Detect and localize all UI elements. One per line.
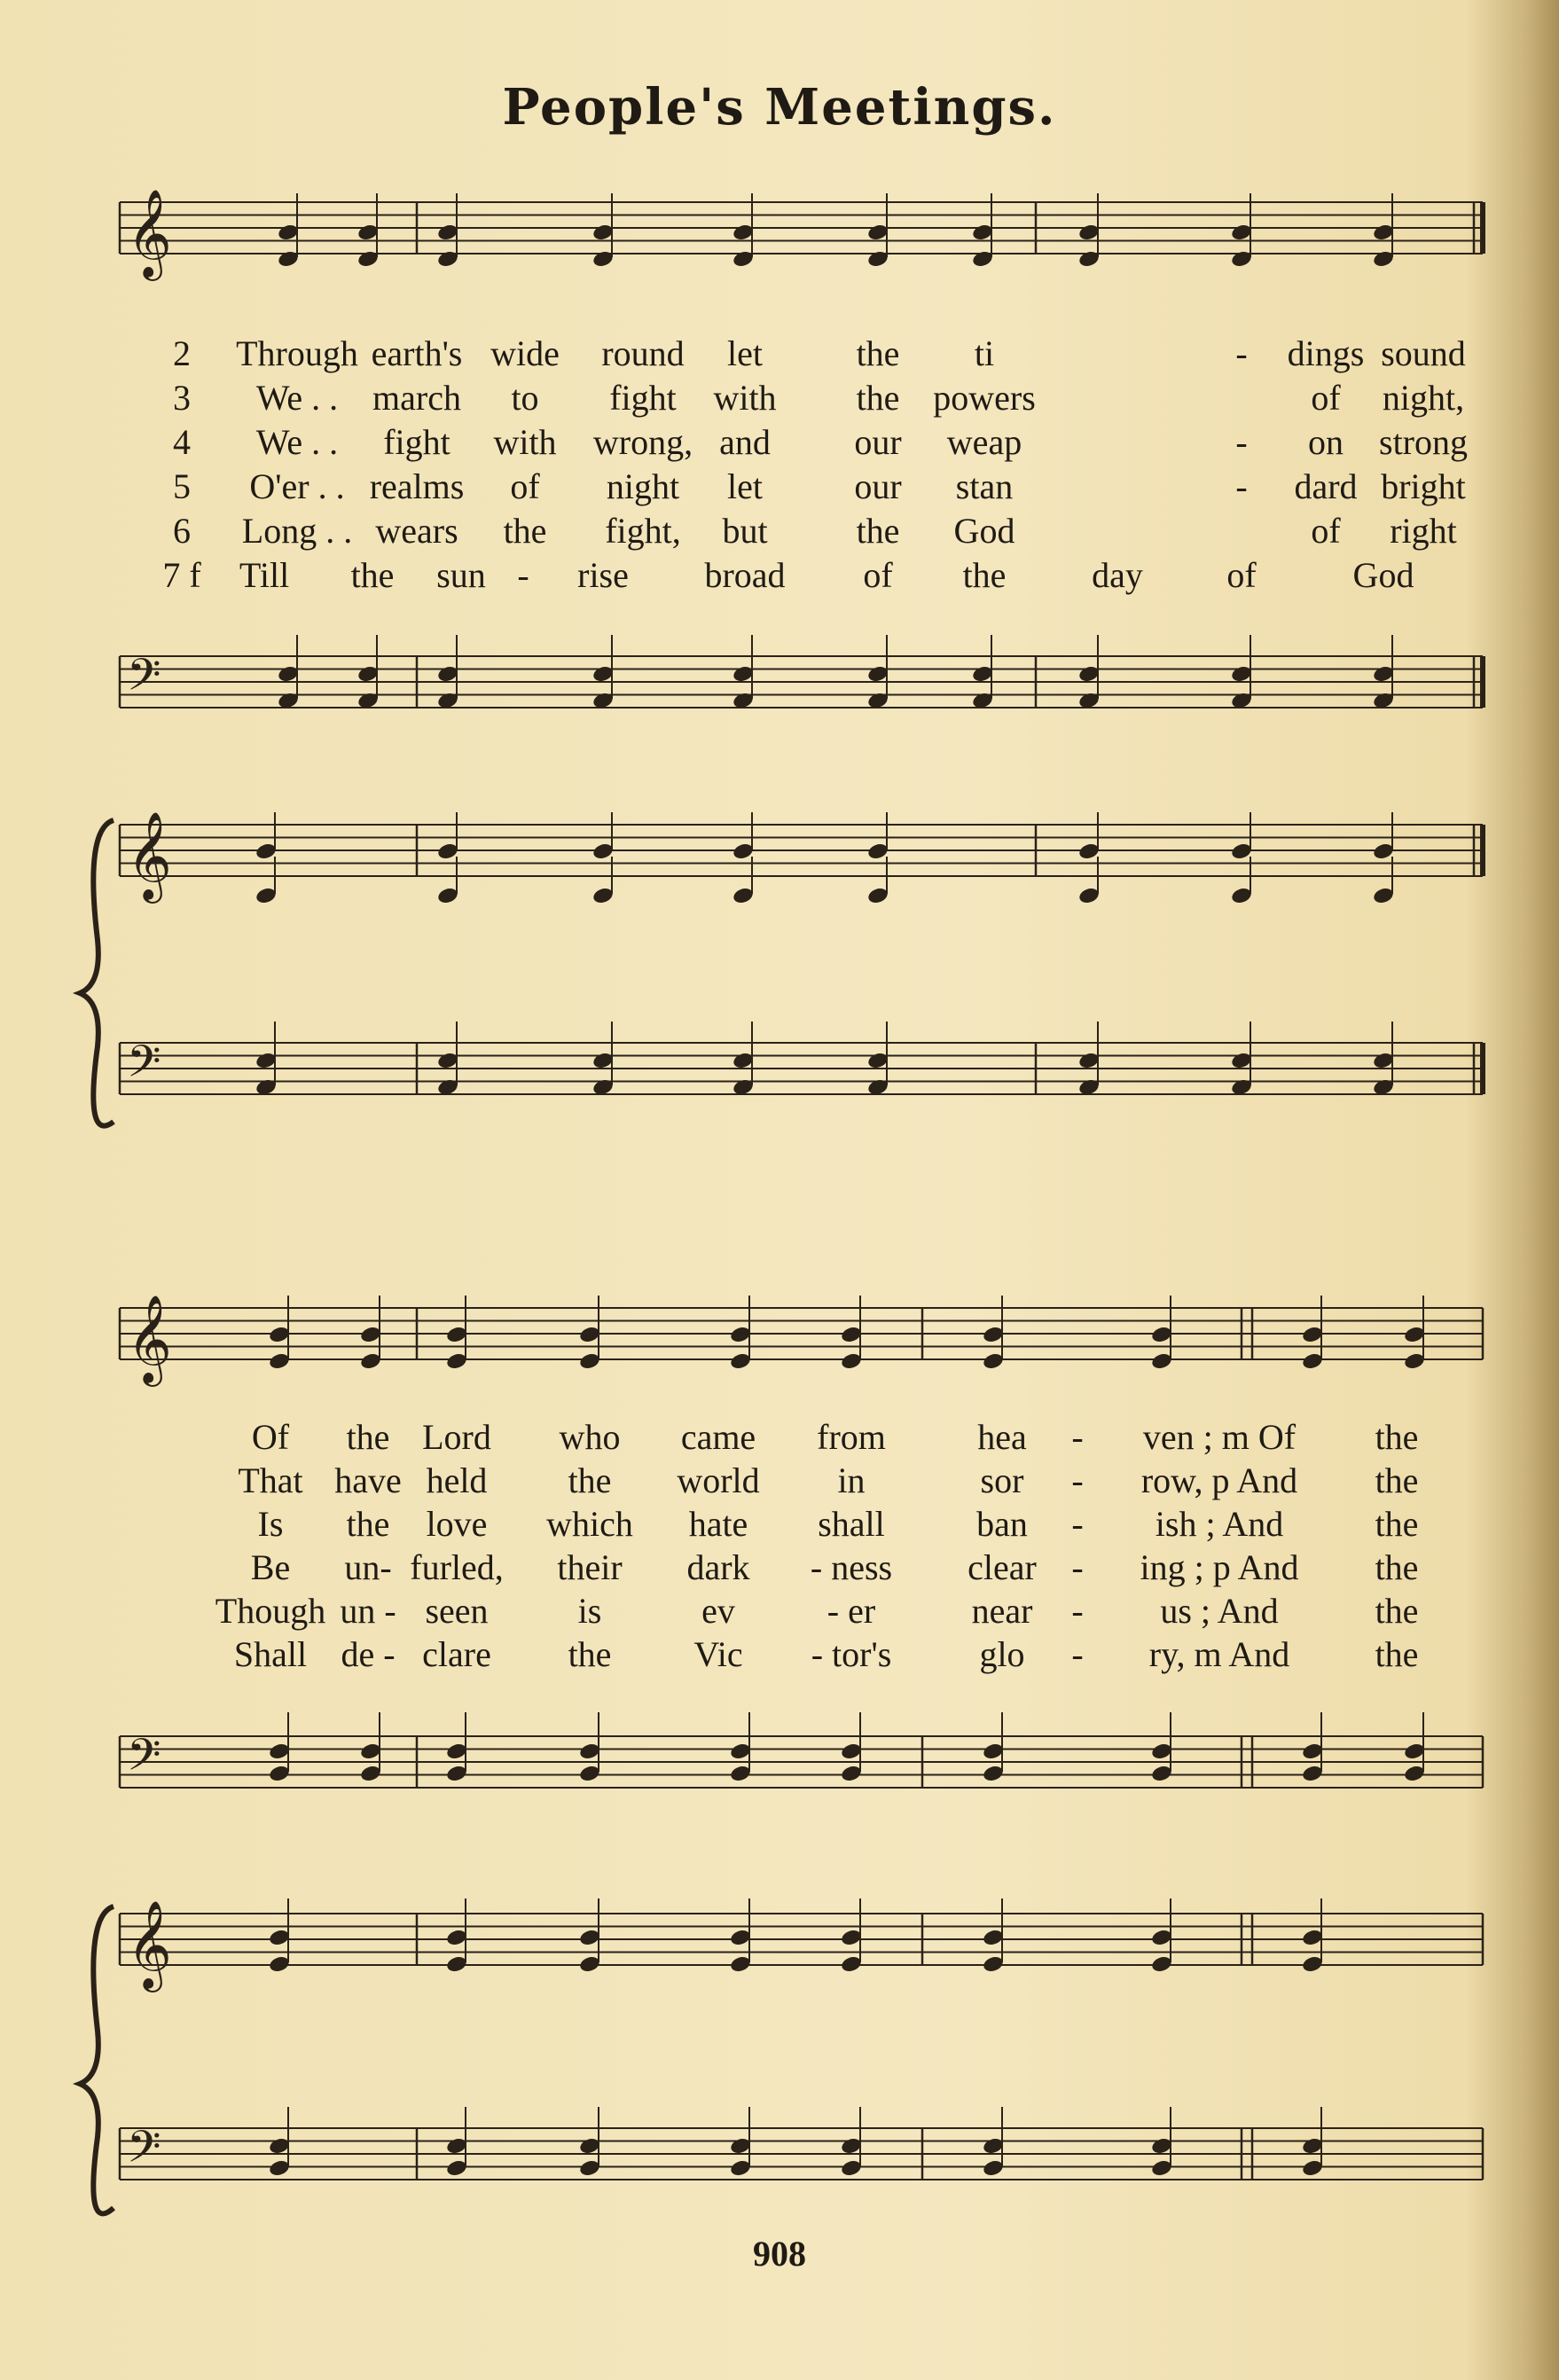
lyric-syllable: the [503, 511, 547, 551]
lyric-syllable: hate [688, 1504, 748, 1544]
lyric-syllable: wide [490, 333, 560, 373]
lyric-syllable: ti [974, 333, 995, 373]
lyric-syllable: dard [1294, 466, 1358, 506]
lyric-syllable: world [677, 1460, 760, 1500]
lyric-syllable: We . . [255, 378, 339, 418]
lyric-syllable: round [601, 333, 685, 373]
lyric-syllable: furled, [410, 1547, 504, 1587]
lyric-syllable: the [1375, 1504, 1419, 1544]
verse-number: 5 [173, 466, 191, 506]
bass-clef-icon: 𝄢 [127, 1729, 161, 1792]
lyric-syllable: held [426, 1460, 488, 1500]
lyric-syllable: ev [701, 1591, 735, 1631]
lyric-syllable: of [510, 466, 540, 506]
lyric-syllable: the [346, 1504, 390, 1544]
lyric-syllable: ing ; p And [1140, 1547, 1299, 1587]
lyric-syllable: to [511, 378, 539, 418]
lyric-syllable: right [1390, 511, 1457, 551]
lyric-syllable: dings [1287, 333, 1365, 373]
lyric-syllable: broad [704, 555, 786, 595]
lyric-syllable: dark [686, 1547, 750, 1587]
verse-number: 3 [173, 378, 191, 418]
lyric-syllable: but [722, 511, 768, 551]
lyric-syllable: love [426, 1504, 488, 1544]
lyric-syllable: wrong, [592, 422, 693, 462]
lyric-syllable: have [334, 1460, 402, 1500]
lyric-syllable: - [1071, 1591, 1084, 1631]
verse-number: 6 [173, 511, 191, 551]
lyric-syllable: their [557, 1547, 623, 1587]
lyric-syllable: - [517, 555, 529, 595]
lyric-syllable: clear [968, 1547, 1037, 1587]
lyric-syllable: day [1092, 555, 1143, 595]
lyric-syllable: O'er . . [249, 466, 345, 506]
lyric-syllable: on [1308, 422, 1344, 462]
verse-line [0, 1460, 1559, 1504]
treble-clef-icon: 𝄞 [127, 189, 172, 278]
lyric-syllable: the [856, 511, 900, 551]
lyric-syllable: with [713, 378, 777, 418]
lyric-syllable: the [856, 378, 900, 418]
lyric-syllable: weap [946, 422, 1022, 462]
lyric-syllable: un- [344, 1547, 392, 1587]
lyric-syllable: That [238, 1460, 303, 1500]
lyric-syllable: - [1071, 1460, 1084, 1500]
lyric-syllable: clare [422, 1634, 491, 1674]
verse-number: 2 [173, 333, 191, 373]
lyric-syllable: near [971, 1591, 1033, 1631]
treble-clef-icon: 𝄞 [127, 811, 172, 900]
lyric-syllable: - [1235, 466, 1248, 506]
lyric-syllable: our [854, 422, 902, 462]
lyric-syllable: the [1375, 1417, 1419, 1457]
lyric-syllable: God [1352, 555, 1414, 595]
lyric-syllable: is [577, 1591, 602, 1631]
verse-line [0, 333, 1559, 377]
lyric-syllable: God [953, 511, 1015, 551]
page-title: People's Meetings. [502, 78, 1057, 137]
lyric-syllable: the [1375, 1460, 1419, 1500]
lyric-syllable: sor [980, 1460, 1024, 1500]
lyric-syllable: glo [979, 1634, 1025, 1674]
lyric-syllable: march [372, 378, 461, 418]
lyric-syllable: row, p And [1140, 1460, 1298, 1500]
lyric-syllable: realms [369, 466, 465, 506]
lyric-syllable: sound [1381, 333, 1466, 373]
lyric-syllable: Of [251, 1417, 290, 1457]
lyric-syllable: de - [341, 1634, 396, 1674]
lyric-syllable: let [727, 466, 763, 506]
lyric-syllable: of [1311, 511, 1341, 551]
lyric-syllable: who [559, 1417, 621, 1457]
lyric-syllable: Long . . [241, 511, 353, 551]
lyric-syllable: - [1071, 1547, 1084, 1587]
lyric-syllable: - [1071, 1417, 1084, 1457]
lyric-syllable: the [962, 555, 1007, 595]
lyric-syllable: ban [976, 1504, 1028, 1544]
lyric-syllable: ven ; m Of [1142, 1417, 1297, 1457]
lyric-syllable: which [546, 1504, 633, 1544]
lyric-syllable: our [854, 466, 902, 506]
lyric-syllable: the [1375, 1591, 1419, 1631]
bass-clef-icon: 𝄢 [127, 2121, 161, 2184]
lyric-syllable: - [1071, 1634, 1084, 1674]
lyric-syllable: night [606, 466, 680, 506]
lyric-syllable: shall [818, 1504, 885, 1544]
lyric-syllable: Though [215, 1591, 326, 1631]
lyric-syllable: the [346, 1417, 390, 1457]
lyric-syllable: fight [383, 422, 450, 462]
lyric-syllable: - [1071, 1504, 1084, 1544]
page-number: 908 [753, 2234, 806, 2274]
verse-line [0, 1416, 1559, 1460]
lyric-syllable: the [350, 555, 395, 595]
lyric-syllable: sun [436, 555, 486, 595]
lyric-syllable: - ness [810, 1547, 893, 1587]
verse-number: 4 [173, 422, 191, 462]
verse-line [0, 466, 1559, 510]
bass-clef-icon: 𝄢 [127, 1036, 161, 1099]
lyric-syllable: the [568, 1634, 612, 1674]
lyric-syllable: night, [1382, 378, 1465, 418]
lyric-syllable: the [1375, 1634, 1419, 1674]
lyric-syllable: rise [577, 555, 629, 595]
lyric-syllable: the [568, 1460, 612, 1500]
lyric-syllable: Vic [693, 1634, 743, 1674]
treble-clef-icon: 𝄞 [127, 1900, 172, 1989]
lyric-syllable: - er [827, 1591, 876, 1631]
lyric-syllable: the [1375, 1547, 1419, 1587]
lyric-syllable: - [1235, 422, 1248, 462]
lyric-syllable: Is [257, 1504, 284, 1544]
lyric-syllable: fight, [605, 511, 681, 551]
lyric-syllable: of [1226, 555, 1257, 595]
lyric-syllable: came [680, 1417, 756, 1457]
verse-line [0, 1503, 1559, 1547]
verse-line [0, 1590, 1559, 1634]
verse-line [0, 1633, 1559, 1678]
lyric-syllable: in [837, 1460, 866, 1500]
lyric-syllable: ry, m And [1148, 1634, 1290, 1674]
lyric-syllable: earth's [371, 333, 463, 373]
lyric-syllable: wears [375, 511, 458, 551]
lyric-syllable: of [1311, 378, 1341, 418]
lyric-syllable: bright [1381, 466, 1466, 506]
verse-line [0, 1546, 1559, 1591]
lyric-syllable: We . . [255, 422, 339, 462]
lyric-syllable: Through [236, 333, 358, 373]
lyric-syllable: - tor's [811, 1634, 892, 1674]
lyric-syllable: ish ; And [1155, 1504, 1284, 1544]
verse-line [0, 377, 1559, 421]
lyric-syllable: fight [609, 378, 677, 418]
lyric-syllable: Be [250, 1547, 291, 1587]
lyric-syllable: - [1235, 333, 1248, 373]
lyric-syllable: from [817, 1417, 886, 1457]
lyric-syllable: un - [340, 1591, 396, 1631]
lyric-syllable: Shall [233, 1634, 308, 1674]
lyric-syllable: the [856, 333, 900, 373]
lyric-syllable: with [493, 422, 557, 462]
verse-line [0, 421, 1559, 466]
lyric-syllable: and [719, 422, 771, 462]
lyric-syllable: let [727, 333, 763, 373]
lyric-syllable: of [863, 555, 893, 595]
lyric-syllable: Till [239, 555, 290, 595]
lyric-syllable: us ; And [1160, 1591, 1279, 1631]
lyric-syllable: stan [955, 466, 1014, 506]
lyric-syllable: hea [977, 1417, 1027, 1457]
verse-line [0, 510, 1559, 554]
bass-clef-icon: 𝄢 [127, 649, 161, 712]
lyric-syllable: powers [933, 378, 1036, 418]
lyric-syllable: strong [1379, 422, 1468, 462]
verse-number: 7 f [162, 555, 201, 595]
verse-line [0, 554, 1559, 599]
lyric-syllable: seen [425, 1591, 489, 1631]
treble-clef-icon: 𝄞 [127, 1295, 172, 1383]
lyric-syllable: Lord [422, 1417, 491, 1457]
